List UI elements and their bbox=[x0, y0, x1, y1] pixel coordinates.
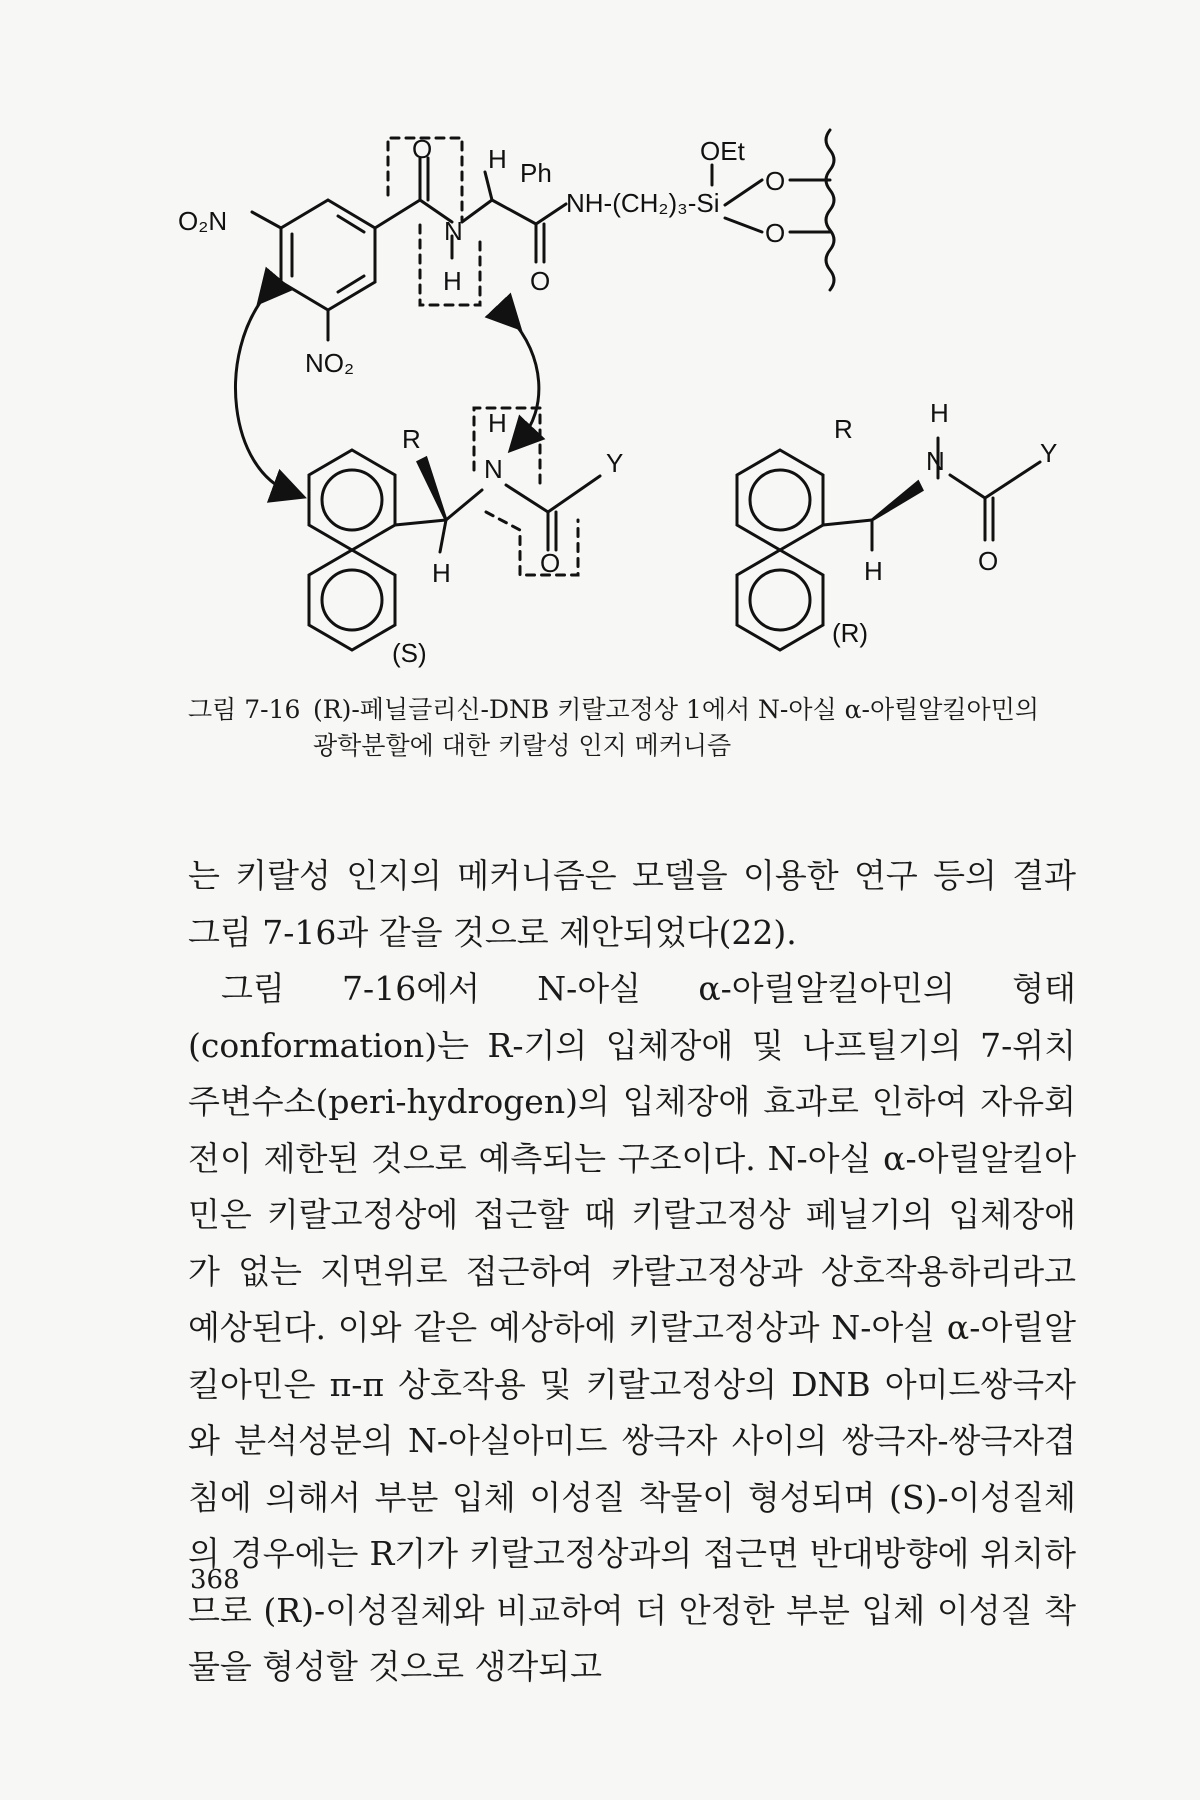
paragraph-2: 그림 7-16에서 N-아실 α-아릴알킬아민의 형태(conformation)는 R-기의 입체장애 및 나프틸기의 7-위치 주변수소(peri-hydrogen)의 입체장애 효과로 인하여 자유회전이 제한된 것으로 예측되는 구조이다. N-아실 α-아릴알킬아민은 키랄고정상에 접근할 때 키랄고정상 페닐기의 입체장애가 없는 지면위로 접근하여 카랄고정상과 상호작용하리라고 예상된다. 이와 같은 예상하에 키랄고정상과 N-아실 α-아릴알킬아민은 π-π 상호작용 및 키랄고정상의 DNB 아미드쌍극자와 분석성분의 N-아실아미드 쌍극자 사이의 쌍극자-쌍극자겹침에 의해서 부분 입체 이성질 착물이 형성되며 (S)-이성질체의 경우에는 R기가 키랄고정상과의 접근면 반대방향에 위치하므로 (R)-이성질체와 비교하여 더 안정한 부분 입체 이성질 착물을 형성할 것으로 생각되고 bbox=[188, 969, 1076, 1686]
label-nh-chain: NH-(CH₂)₃-Si bbox=[566, 188, 720, 218]
label-s-h: H bbox=[432, 558, 451, 588]
label-o2n: O₂N bbox=[178, 206, 228, 236]
label-r-isomer: (R) bbox=[832, 618, 869, 648]
label-r-y: Y bbox=[1040, 438, 1058, 468]
label-o-amide: O bbox=[530, 266, 551, 296]
dnb-benzene-ring bbox=[281, 200, 375, 310]
label-r-h: H bbox=[864, 556, 883, 586]
label-o-si-2: O bbox=[765, 218, 786, 248]
caption-line-1 bbox=[188, 692, 1088, 728]
label-s-o: O bbox=[540, 548, 561, 578]
label-r-n: N bbox=[926, 446, 945, 476]
caption-line-2: 광학분할에 대한 키랄성 인지 메커니즘 bbox=[313, 731, 732, 760]
label-r-o: O bbox=[978, 546, 999, 576]
label-o-top: O bbox=[412, 134, 433, 164]
label-s-isomer: (S) bbox=[392, 638, 427, 668]
label-r-r: R bbox=[834, 414, 853, 444]
label-h-top: H bbox=[488, 144, 507, 174]
page-number: 368 bbox=[190, 1565, 240, 1595]
label-s-n: N bbox=[484, 454, 503, 484]
chiral-recognition-figure bbox=[0, 0, 1200, 680]
caption-text-1: (R)-페닐글리신-DNB 키랄고정상 1에서 N-아실 α-아릴알킬아민의 bbox=[313, 695, 1040, 724]
body-text bbox=[188, 848, 1076, 1696]
silica-surface bbox=[826, 130, 834, 290]
label-h-nh: H bbox=[443, 266, 462, 296]
label-s-r: R bbox=[402, 424, 421, 454]
label-r-h-nh: H bbox=[930, 398, 949, 428]
figure-caption bbox=[188, 692, 1088, 764]
label-n-top: N bbox=[444, 216, 463, 246]
label-oet: OEt bbox=[700, 136, 745, 166]
caption-number: 그림 7-16 bbox=[188, 695, 301, 724]
label-o-si-1: O bbox=[765, 166, 786, 196]
label-no2: NO₂ bbox=[305, 348, 355, 378]
label-s-y: Y bbox=[606, 448, 624, 478]
paragraph-1: 는 키랄성 인지의 메커니즘은 모델을 이용한 연구 등의 결과 그림 7-16과 같을 것으로 제안되었다(22). bbox=[188, 856, 1076, 952]
label-ph: Ph bbox=[520, 158, 552, 188]
label-s-h-nh: H bbox=[488, 408, 507, 438]
